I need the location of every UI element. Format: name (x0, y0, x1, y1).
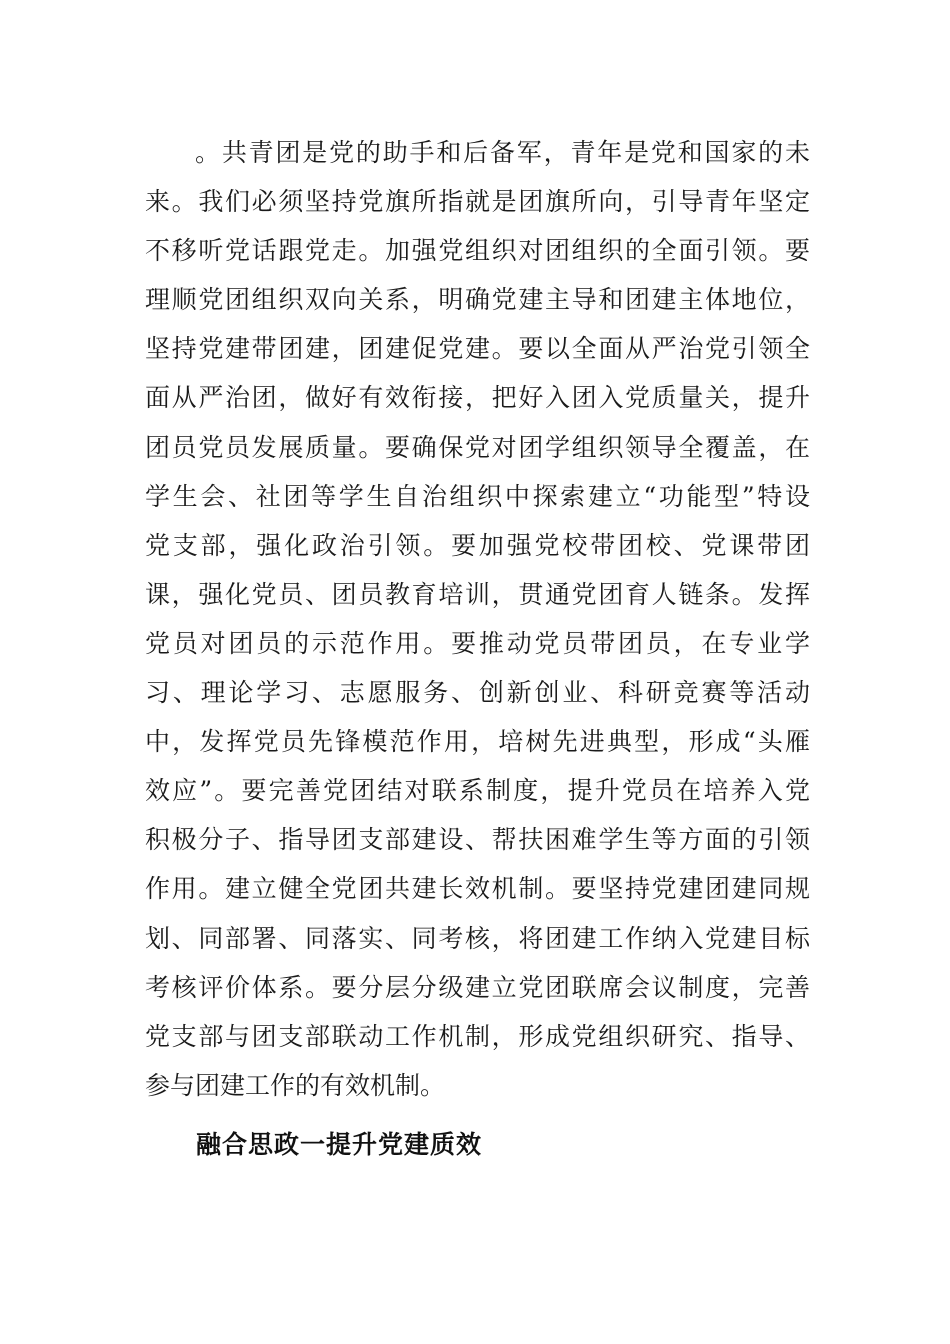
paragraph-line: 习、理论学习、志愿服务、创新创业、科研竞赛等活动 (145, 678, 810, 708)
paragraph-line: 面从严治团，做好有效衔接，把好入团入党质量关，提升 (145, 383, 810, 413)
paragraph-line: 坚持党建带团建，团建促党建。要以全面从严治党引领全 (145, 334, 810, 364)
paragraph-line: 不移听党话跟党走。加强党组织对团组织的全面引领。要 (145, 236, 810, 266)
paragraph-line: 团员党员发展质量。要确保党对团学组织领导全覆盖，在 (145, 432, 810, 462)
paragraph-line: 考核评价体系。要分层分级建立党团联席会议制度，完善 (145, 972, 810, 1002)
paragraph-line: 来。我们必须坚持党旗所指就是团旗所向，引导青年坚定 (145, 187, 810, 217)
paragraph-line: 作用。建立健全党团共建长效机制。要坚持党建团建同规 (145, 874, 810, 904)
paragraph-line: 中，发挥党员先锋模范作用，培树先进典型，形成“头雁 (145, 727, 810, 757)
paragraph-line: 课，强化党员、团员教育培训，贯通党团育人链条。发挥 (145, 579, 810, 609)
paragraph-line: 效应”。要完善党团结对联系制度，提升党员在培养入党 (145, 776, 810, 806)
paragraph-line: 。共青团是党的助手和后备军，青年是党和国家的未 (195, 138, 810, 167)
paragraph-line: 学生会、社团等学生自治组织中探索建立“功能型”特设 (145, 481, 810, 511)
section-heading: 融合思政一提升党建质效 (196, 1130, 483, 1159)
paragraph-line: 划、同部署、同落实、同考核，将团建工作纳入党建目标 (145, 923, 810, 953)
paragraph-line: 党员对团员的示范作用。要推动党员带团员，在专业学 (145, 628, 810, 658)
paragraph-line: 参与团建工作的有效机制。 (145, 1070, 446, 1100)
body-paragraph (145, 128, 810, 1110)
paragraph-line: 党支部与团支部联动工作机制，形成党组织研究、指导、 (145, 1021, 810, 1051)
paragraph-line: 理顺党团组织双向关系，明确党建主导和团建主体地位， (145, 285, 810, 315)
paragraph-line: 积极分子、指导团支部建设、帮扶困难学生等方面的引领 (145, 825, 810, 855)
paragraph-line: 党支部，强化政治引领。要加强党校带团校、党课带团 (145, 530, 810, 560)
